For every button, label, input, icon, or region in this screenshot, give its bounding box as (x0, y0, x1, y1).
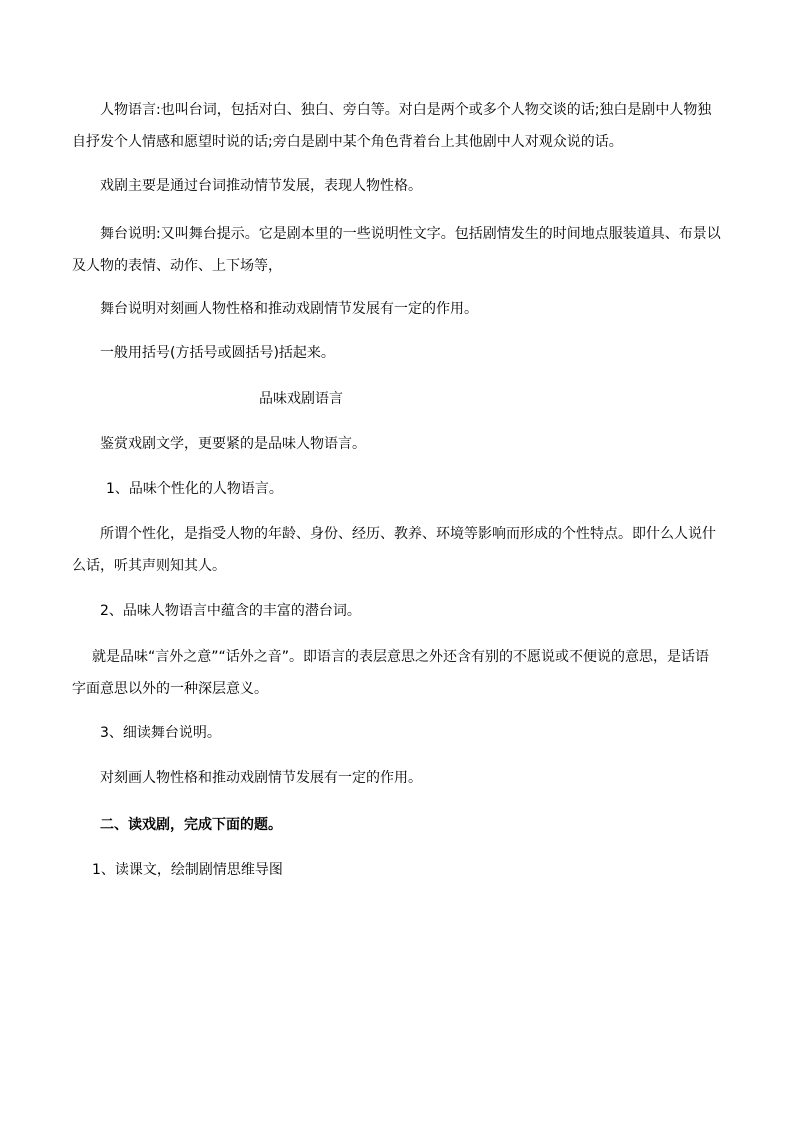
paragraph-stage-direction-line-2: 及人物的表情、动作、上下场等， (72, 258, 282, 274)
paragraph-stage-direction-role: 舞台说明对刻画人物性格和推动戏剧情节发展有一定的作用。 (100, 301, 478, 317)
section-heading-read-drama: 二、读戏剧，完成下面的题。 (100, 817, 282, 833)
paragraph-appreciation: 鉴赏戏剧文学，更要紧的是品味人物语言。 (100, 436, 366, 452)
paragraph-stage-direction-line-1: 舞台说明:又叫舞台提示。它是剧本里的一些说明性文字。包括剧情发生的时间地点服装道具、布景以 (100, 226, 721, 242)
paragraph-stage-direction-effect: 对刻画人物性格和推动戏剧情节发展有一定的作用。 (100, 770, 422, 786)
section-heading-savor-language: 品味戏剧语言 (259, 391, 343, 407)
paragraph-personalization-line-2: 么话，听其声则知其人。 (72, 558, 226, 574)
paragraph-subtext-line-2: 字面意思以外的一种深层意义。 (72, 681, 268, 697)
paragraph-drama-dialogue: 戏剧主要是通过台词推动情节发展，表现人物性格。 (100, 178, 422, 194)
list-item-3: 3、细读舞台说明。 (100, 725, 221, 741)
paragraph-character-language-line-2: 自抒发个人情感和愿望时说的话;旁白是剧中某个角色背着台上其他剧中人对观众说的话。 (72, 134, 623, 150)
paragraph-subtext-line-1: 就是品味“言外之意”“话外之音”。即语言的表层意思之外还含有别的不愿说或不便说的意思，是话语 (92, 649, 710, 665)
list-item-2: 2、品味人物语言中蕴含的丰富的潜台词。 (100, 603, 361, 619)
paragraph-brackets: 一般用括号(方括号或圆括号)括起来。 (100, 345, 335, 361)
paragraph-personalization-line-1: 所谓个性化，是指受人物的年龄、身份、经历、教养、环境等影响而形成的个性特点。即什么人说什 (100, 526, 716, 542)
paragraph-character-language-line-1: 人物语言:也叫台词，包括对白、独白、旁白等。对白是两个或多个人物交谈的话;独白是剧中人物独 (100, 102, 712, 118)
question-1: 1、读课文，绘制剧情思维导图 (92, 862, 283, 878)
list-item-1: 1、品味个性化的人物语言。 (106, 481, 283, 497)
